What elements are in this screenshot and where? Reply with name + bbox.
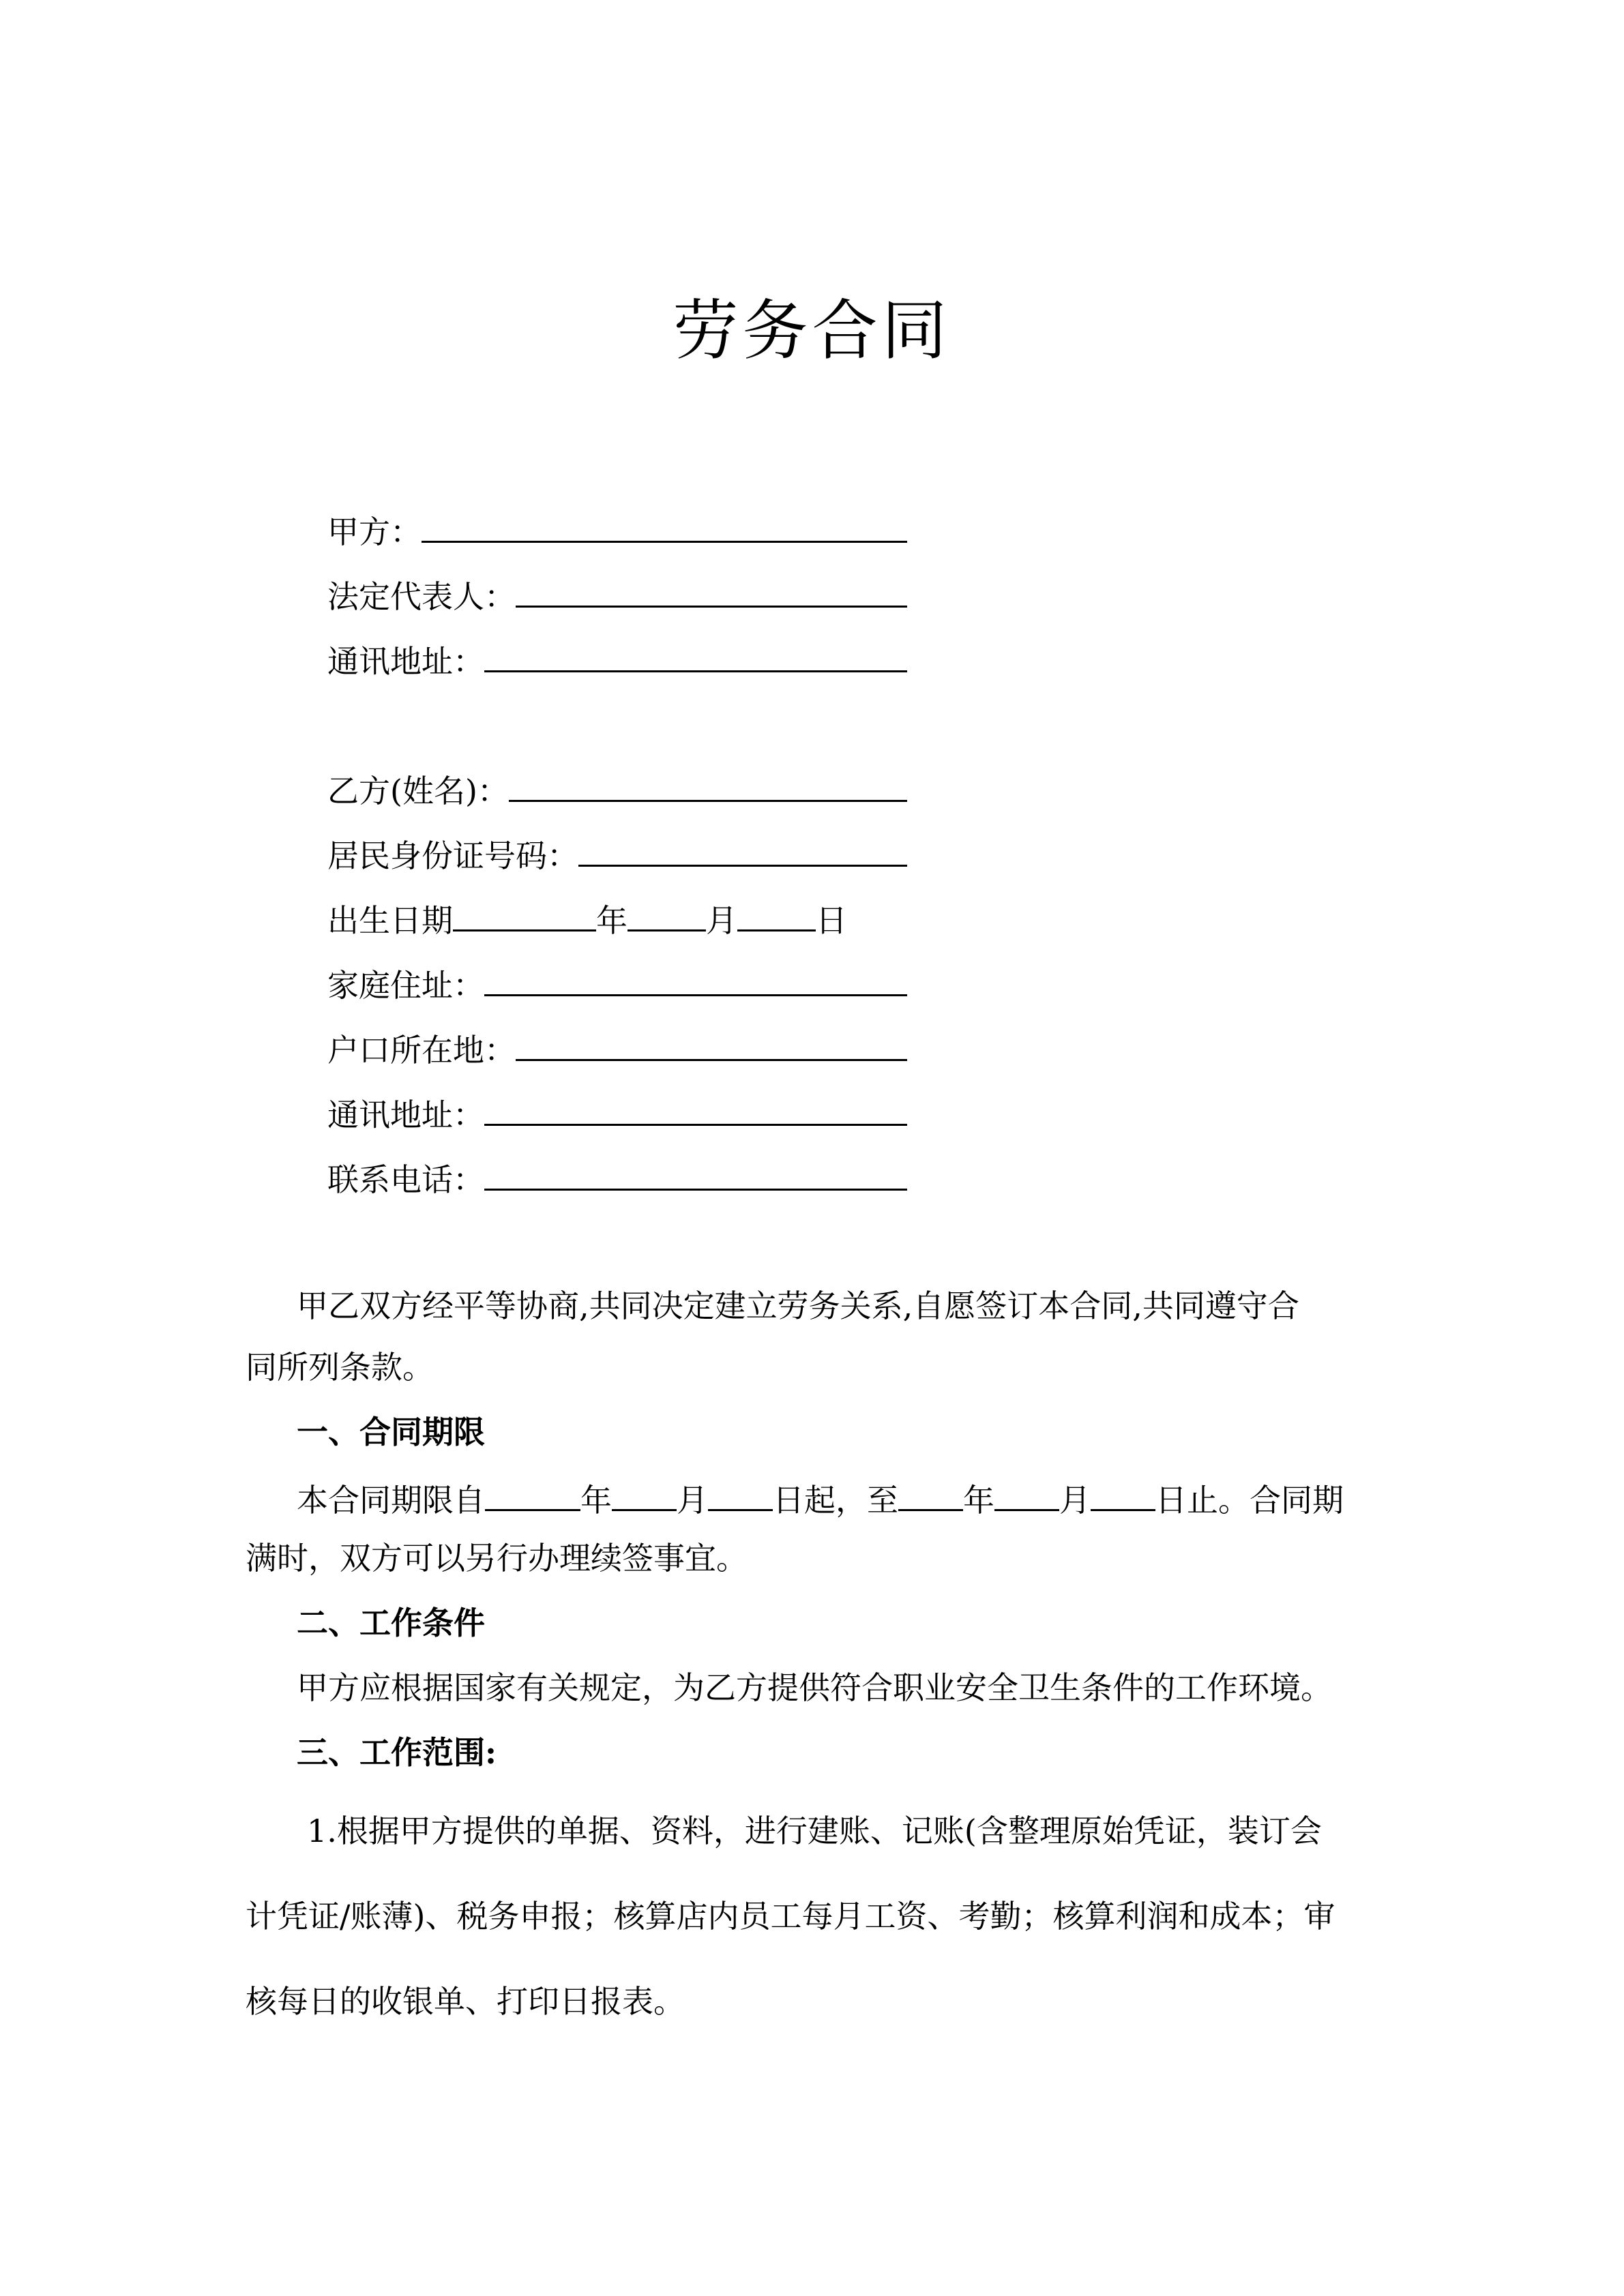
party-b-phone-field [327,1149,907,1204]
party-b-hukou-field [327,1019,907,1074]
start-day-label: 日起，至 [773,1482,898,1519]
start-day-blank[interactable] [708,1470,773,1511]
section-1-heading: 一、合同期限 [297,1414,485,1450]
party-a-legal-rep-blank[interactable] [516,566,907,608]
section-3-item-1-line-2: 计凭证/账薄)、税务申报；核算店内员工每月工资、考勤；核算利润和成本；审 [246,1898,1335,1935]
term-prefix: 本合同期限自 [297,1482,485,1519]
party-b-id-field [327,825,907,880]
party-b-name-field [327,760,907,815]
party-b-id-blank[interactable] [578,825,907,867]
start-month-label: 月 [677,1482,708,1519]
party-a-name-field [327,501,907,556]
section-1-line-2: 满时，双方可以另行办理续签事宜。 [246,1540,748,1577]
party-a-legal-rep-field [327,566,907,621]
section-2-text: 甲方应根据国家有关规定，为乙方提供符合职业安全卫生条件的工作环境。 [297,1669,1332,1706]
birth-label: 出生日期 [327,902,453,939]
party-b-home-field [327,955,907,1009]
birth-year-label: 年 [596,902,628,939]
party-a-name-blank[interactable] [422,501,907,543]
party-b-phone-blank[interactable] [484,1149,907,1191]
party-b-home-label: 家庭住址： [327,967,484,1004]
section-3-heading: 三、工作范围: [297,1734,497,1771]
birth-month-blank[interactable] [628,890,706,931]
party-a-legal-rep-label: 法定代表人： [327,578,516,615]
party-b-hukou-label: 户口所在地： [327,1032,516,1069]
intro-line-1: 甲乙双方经平等协商,共同决定建立劳务关系,自愿签订本合同,共同遵守合 [297,1287,1299,1324]
party-a-name-label: 甲方： [327,513,422,550]
intro-line-2: 同所列条款。 [246,1349,434,1386]
section-1-term-line [297,1470,1344,1524]
party-b-id-label: 居民身份证号码： [327,837,578,874]
start-month-blank[interactable] [612,1470,677,1511]
party-b-address-label: 通讯地址： [327,1097,484,1133]
party-b-address-field [327,1084,907,1139]
party-b-name-blank[interactable] [509,760,907,802]
party-b-address-blank[interactable] [484,1084,907,1126]
end-day-label: 日止。合同期 [1155,1482,1344,1519]
party-a-address-blank[interactable] [484,631,907,672]
birth-day-blank[interactable] [737,890,816,931]
section-3-item-1-line-1: 1.根据甲方提供的单据、资料，进行建账、记账(含整理原始凭证，装订会 [307,1813,1322,1849]
start-year-blank[interactable] [485,1470,580,1511]
section-3-item-1-line-3: 核每日的收银单、打印日报表。 [246,1983,685,2020]
party-b-phone-label: 联系电话： [327,1161,484,1198]
birth-day-label: 日 [816,902,847,939]
start-year-label: 年 [580,1482,612,1519]
birth-year-blank[interactable] [453,890,596,931]
end-year-blank[interactable] [898,1470,963,1511]
party-b-hukou-blank[interactable] [516,1019,907,1061]
party-b-name-label: 乙方(姓名)： [327,773,509,809]
party-a-address-label: 通讯地址： [327,643,484,680]
party-b-home-blank[interactable] [484,955,907,996]
page-title: 劳务合同 [673,293,951,369]
section-2-heading: 二、工作条件 [297,1605,485,1641]
end-month-blank[interactable] [994,1470,1059,1511]
end-day-blank[interactable] [1091,1470,1155,1511]
party-a-address-field [327,631,907,685]
end-year-label: 年 [963,1482,994,1519]
birth-month-label: 月 [706,902,737,939]
party-b-birth-field [327,890,847,944]
end-month-label: 月 [1059,1482,1091,1519]
